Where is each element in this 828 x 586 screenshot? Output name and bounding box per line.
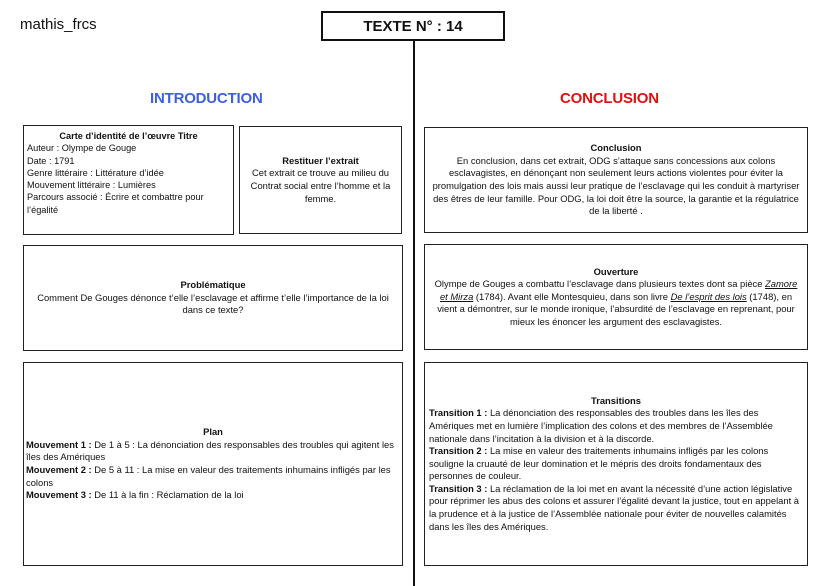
conclusion-text: En conclusion, dans cet extrait, ODG s’attaque sans concessions aux colons esclavagistes, en dénonçant non seulement leurs actions violentes pour éviter la promulgation des lois mais aussi leur pratique de l’esclavage qui les conduit à martyriser des êtres de leur famille. Pour ODG, la loi doit être la source, la garantie et la régulatrice de la liberté .: [432, 154, 800, 217]
plan-item: [26, 464, 400, 489]
transition-item: [429, 407, 803, 445]
plan-item-label: Mouvement 1 :: [26, 438, 92, 450]
plan-item-label: Mouvement 3 :: [26, 489, 92, 501]
carte-line-date: Date : 1791: [27, 155, 75, 166]
transitions-box: [424, 362, 808, 566]
transition-item: [429, 483, 803, 533]
carte-heading: Carte d’identité de l’œuvre Titre: [59, 131, 198, 141]
plan-heading: Plan: [203, 426, 223, 438]
problematique-text: Comment De Gouges dénonce t’elle l’esclavage et affirme t’elle l’importance de la loi dans ce texte?: [37, 291, 389, 316]
author-name: mathis_frcs: [20, 16, 97, 33]
plan-item-label: Mouvement 2 :: [26, 464, 92, 475]
center-divider: [413, 41, 415, 586]
plan-item: [26, 439, 400, 464]
ouverture-text-part: (1748), en vient a démontrer, sur le monde ironique, l’absurdité de l’esclavage en reprenant, pour mieux les énoncer les argument des esclavagistes.: [437, 290, 795, 327]
ouverture-work-esprit-des-lois: De l’esprit des lois: [670, 290, 747, 302]
restituer-box: [239, 126, 402, 234]
transition-label: Transition 1 :: [429, 407, 488, 419]
ouverture-text-part: Olympe de Gouges a combattu l’esclavage dans plusieurs textes dont sa pièce: [434, 278, 766, 290]
transition-label: Transition 2 :: [429, 445, 488, 457]
plan-item-text: De 1 à 5 : La dénonciation des responsables des troubles qui agitent les îles des Amériques: [26, 438, 394, 463]
transitions-heading: Transitions: [590, 394, 641, 406]
carte-line-mouvement: Mouvement littéraire : Lumières: [27, 180, 156, 191]
page-title: TEXTE N° : 14: [321, 11, 505, 41]
ouverture-work-zamore: Zamore et Mirza: [439, 278, 798, 302]
carte-line-parcours: Parcours associé : Écrire et combattre pour l’égalité: [27, 192, 204, 215]
plan-item-text: De 11 à la fin : Réclamation de la loi: [91, 489, 244, 501]
plan-item: [26, 489, 400, 502]
conclusion-box: [424, 127, 808, 233]
introduction-title: INTRODUCTION: [150, 90, 263, 107]
plan-item-text: De 5 à 11 : La mise en valeur des traitements inhumains infligés par les colons: [26, 464, 391, 488]
carte-line-genre: Genre littéraire : Littérature d’idée: [27, 167, 164, 178]
problematique-heading: Problématique: [180, 279, 246, 291]
transition-text: La réclamation de la loi met en avant la nécessité d’une action législative pour réprimer les abus des colons et assurer l’égalité devant la justice, tout en appelant à la prudence et à la justice de l’Assemblée nationale pour éviter de nouvelles calamités dans les îles des Amériques.: [429, 482, 800, 532]
transition-text: La mise en valeur des traitements inhumains infligés par les colons souligne la cruauté de leur domination et le mépris des droits fondamentaux des personnes de couleur.: [429, 445, 769, 482]
carte-identite-box: [23, 125, 234, 235]
transition-text: La dénonciation des responsables des troubles dans les îles des Amériques met en lumière l’implication des colons et des membres de l’Assemblée nationale dans l’incitation à la division et à la discorde.: [429, 407, 773, 444]
ouverture-text: [431, 278, 801, 328]
plan-box: [23, 362, 403, 566]
restituer-text: Cet extrait ce trouve au milieu du Contrat social entre l’homme et la femme.: [250, 167, 391, 204]
ouverture-box: [424, 244, 808, 350]
carte-line-author: Auteur : Olympe de Gouge: [27, 143, 137, 154]
ouverture-text-part: (1784). Avant elle Montesquieu, dans son livre: [473, 290, 671, 302]
restituer-heading: Restituer l’extrait: [282, 154, 359, 166]
conclusion-heading: Conclusion: [590, 142, 642, 154]
ouverture-heading: Ouverture: [593, 265, 639, 277]
transition-item: [429, 445, 803, 483]
transition-label: Transition 3 :: [429, 482, 488, 494]
conclusion-title: CONCLUSION: [560, 90, 659, 107]
problematique-box: [23, 245, 403, 351]
